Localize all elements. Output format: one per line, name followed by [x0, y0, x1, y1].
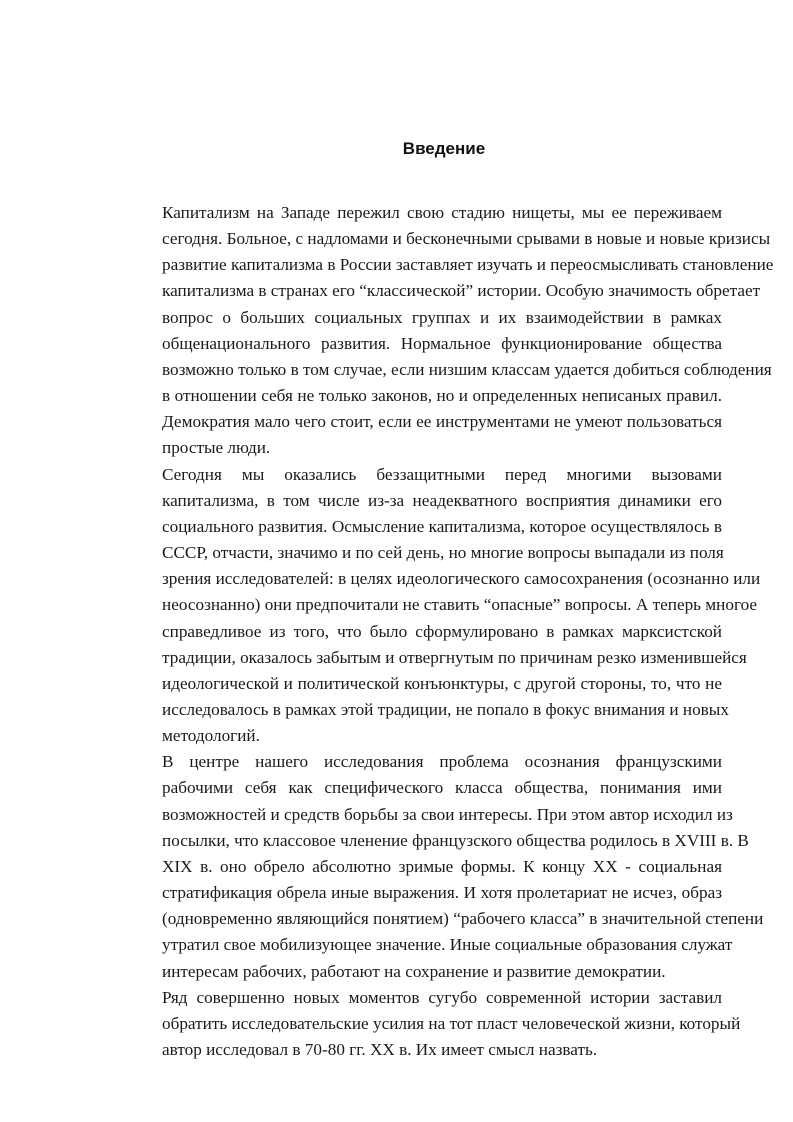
page-title: Введение [402, 139, 486, 158]
text-line: методологий. [162, 726, 260, 746]
paragraph-1 [118, 200, 774, 462]
text-line: Капитализм на Западе пережил свою стадию нищеты, мы ее переживаем [162, 203, 722, 222]
paragraph-4 [118, 985, 741, 1063]
text-line: исследовалось в рамках этой традиции, не попало в фокус внимания и новых [162, 699, 729, 719]
text-line: стратификация обрела иные выражения. И хотя пролетариат не исчез, образ [162, 883, 722, 903]
text-line: капитализма в странах его “классической” истории. Особую значимость обретает [162, 281, 761, 301]
text-line: автор исследовал в 70-80 гг. XX в. Их имеет смысл назвать. [162, 1040, 598, 1059]
text-line: интересам рабочих, работают на сохранение и развитие демократии. [162, 961, 666, 981]
text-line: вопрос о больших социальных группах и их взаимодействии в рамках [162, 307, 722, 327]
text-line: Демократия мало чего стоит, если ее инструментами не умеют пользоваться [162, 412, 722, 432]
text-line: обратить исследовательские усилия на тот пласт человеческой жизни, который [162, 1013, 741, 1033]
text-line: общенационального развития. Нормальное функционирование общества [162, 333, 722, 353]
text-line: возможно только в том случае, если низшим классам удается добиться соблюдения [162, 359, 772, 379]
text-line: развитие капитализма в России заставляет изучать и переосмысливать становление [162, 255, 774, 275]
text-line: Ряд совершенно новых моментов сугубо современной истории заставил [162, 987, 722, 1007]
text-line: рабочими себя как специфического класса общества, понимания ими [162, 778, 722, 798]
text-line: (одновременно являющийся понятием) “рабочего класса” в значительной степени [162, 909, 764, 929]
text-line: традиции, оказалось забытым и отвергнутым по причинам резко изменившейся [162, 647, 747, 667]
text-line: простые люди. [162, 438, 271, 458]
text-line: неосознанно) они предпочитали не ставить “опасные” вопросы. А теперь многое [162, 595, 758, 615]
text-line: Сегодня мы оказались беззащитными перед многими вызовами [162, 464, 722, 484]
text-line: капитализма, в том числе из-за неадекватного восприятия динамики его [162, 490, 722, 510]
text-line: СССР, отчасти, значимо и по сей день, но многие вопросы выпадали из поля [162, 543, 724, 563]
text-line: зрения исследователей: в целях идеологического самосохранения (осознанно или [162, 569, 761, 589]
body-text [118, 200, 774, 1063]
text-line: утратил свое мобилизующее значение. Иные социальные образования служат [162, 935, 733, 955]
text-line: справедливое из того, что было сформулировано в рамках марксистской [162, 621, 722, 641]
text-line: В центре нашего исследования проблема осознания французскими [162, 752, 722, 772]
paragraph-3 [118, 749, 764, 984]
text-line: в отношении себя не только законов, но и определенных неписаных правил. [162, 386, 722, 406]
text-line: сегодня. Больное, с надломами и бесконечными срывами в новые и новые кризисы [162, 229, 771, 249]
text-line: возможностей и средств борьбы за свои интересы. При этом автор исходил из [162, 804, 733, 824]
text-line: социального развития. Осмысление капитализма, которое осуществлялось в [162, 516, 722, 536]
text-line: посылки, что классовое членение французского общества родилось в XVIII в. В [162, 830, 749, 850]
text-line: XIX в. оно обрело абсолютно зримые формы. К концу XX - социальная [162, 856, 722, 876]
text-line: идеологической и политической конъюнктуры, с другой стороны, то, что не [162, 673, 722, 693]
paragraph-2 [118, 462, 761, 750]
